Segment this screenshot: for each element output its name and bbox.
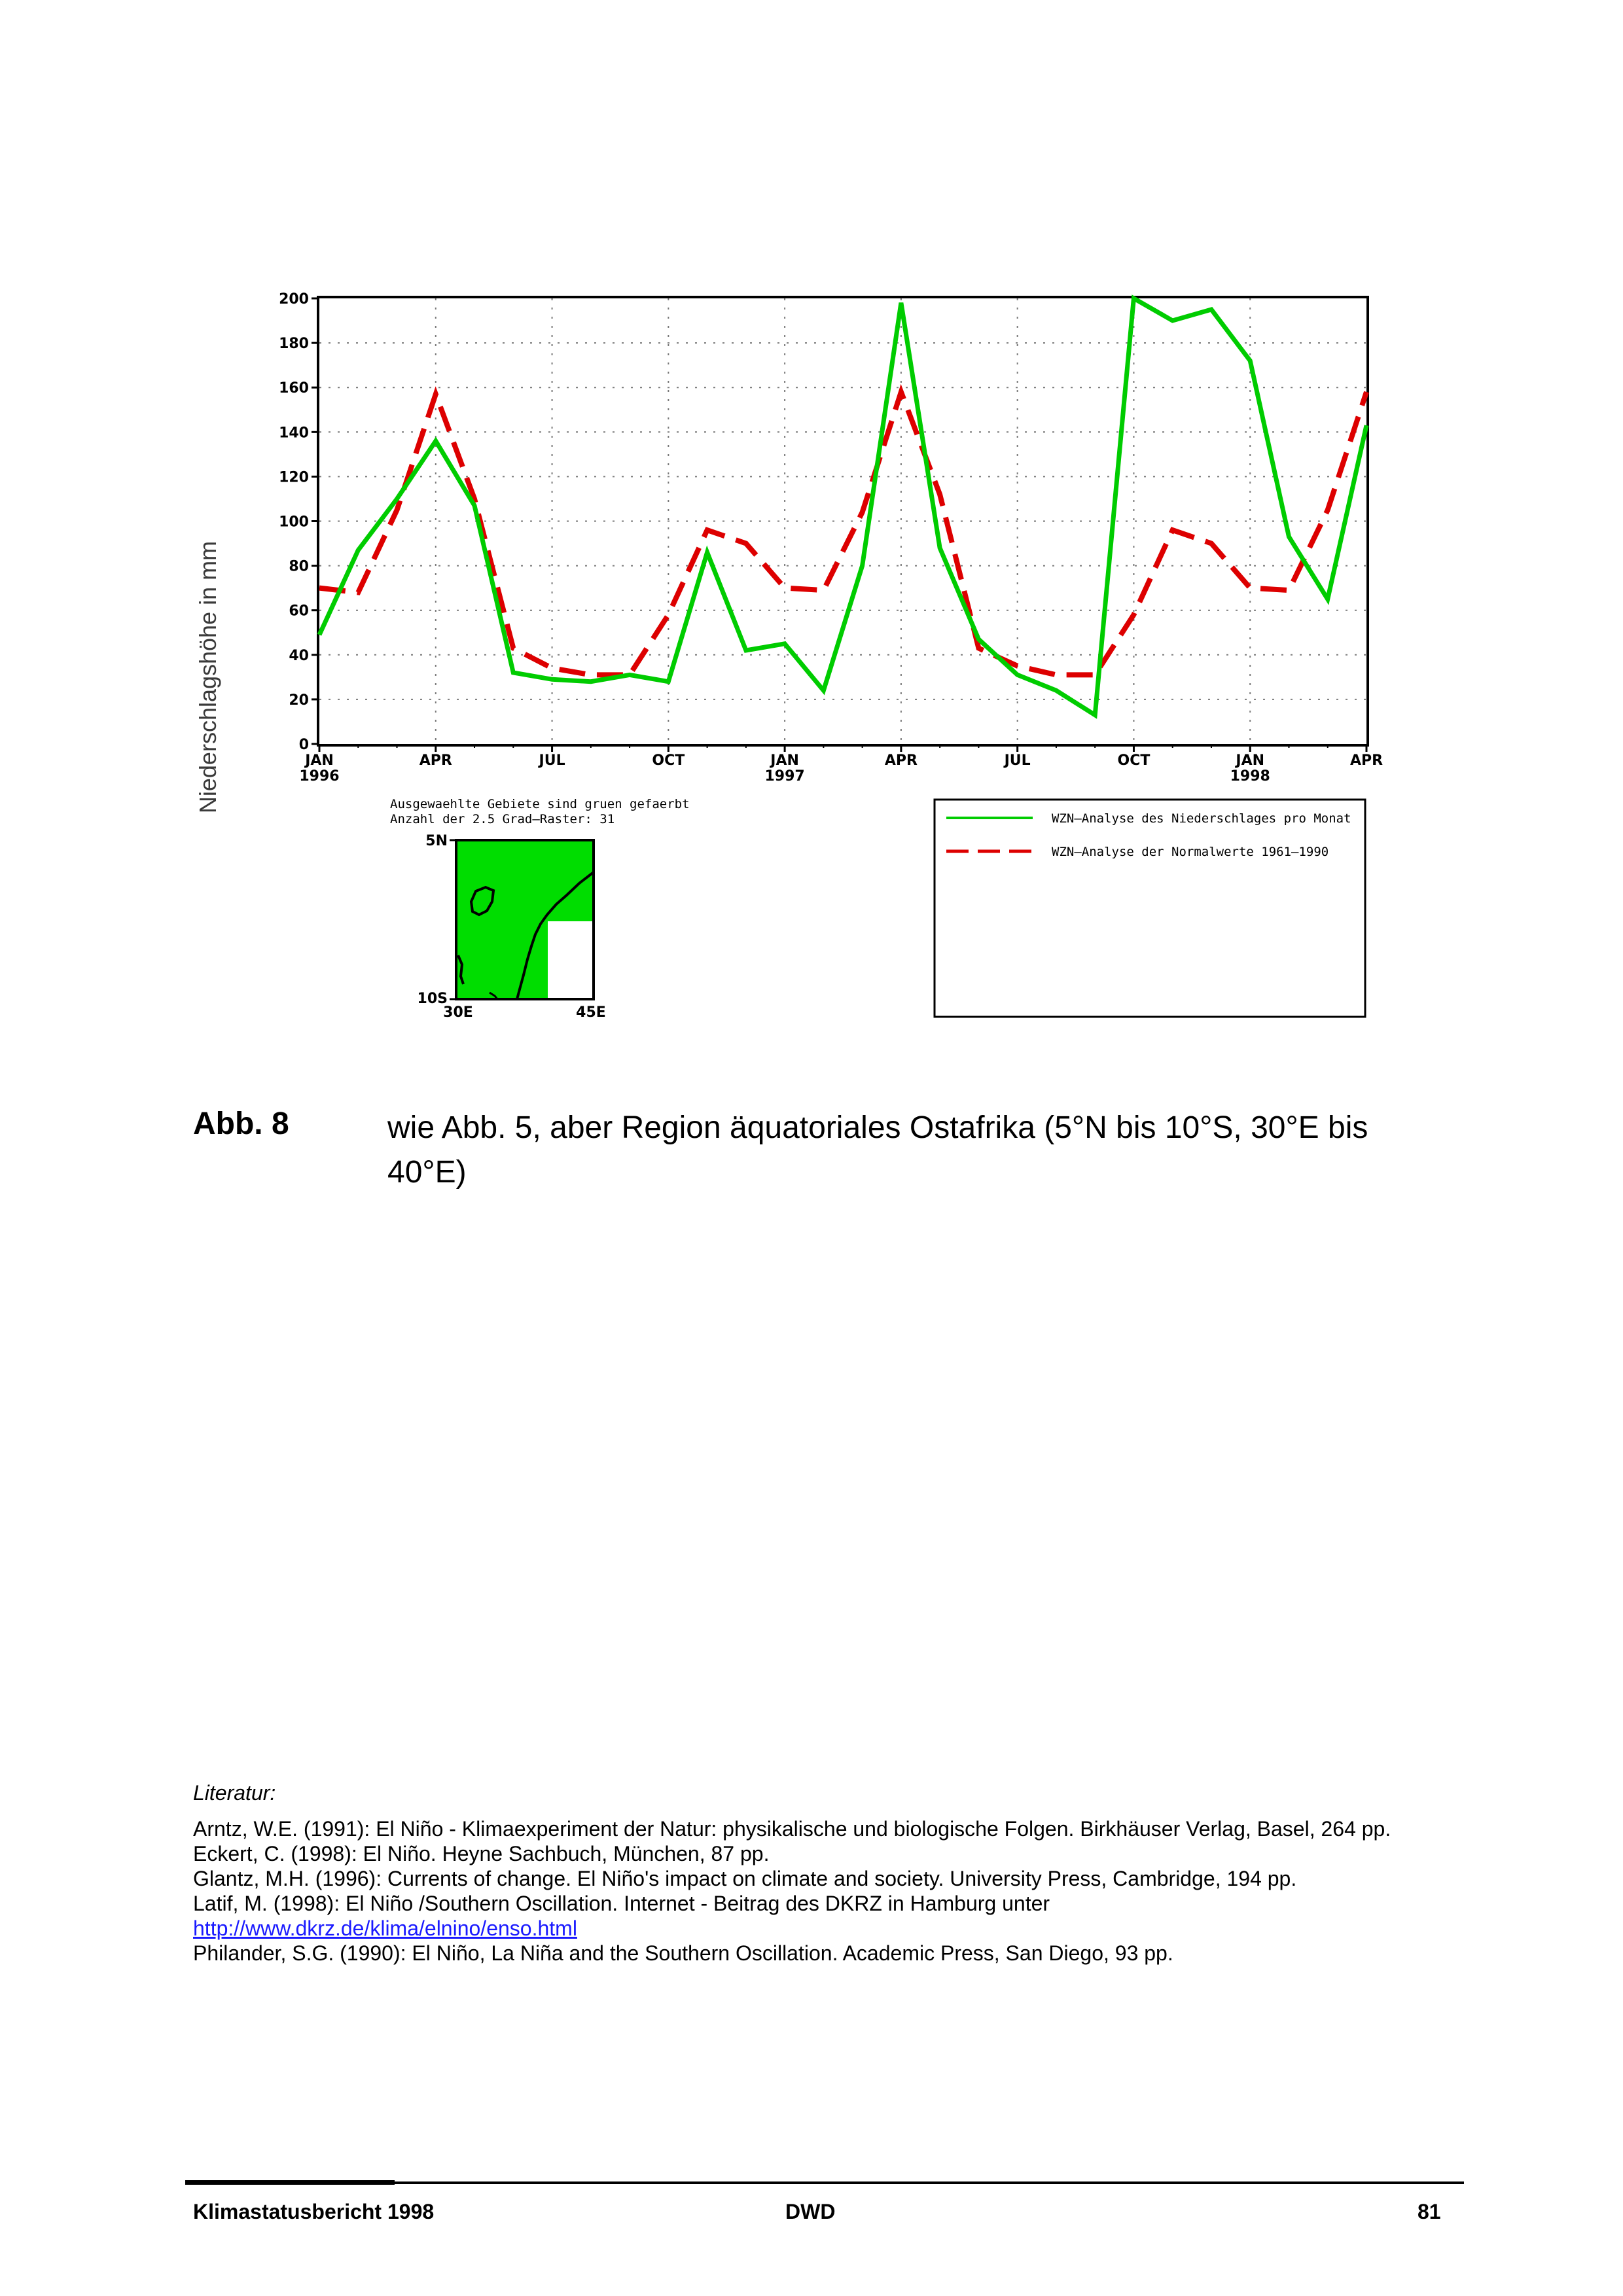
x-tick-label: JAN — [770, 752, 799, 769]
x-tick-label: OCT — [1117, 752, 1150, 769]
x-tick-label: JAN — [305, 752, 334, 769]
inset-note-line1: Ausgewaehlte Gebiete sind gruen gefaerbt — [390, 797, 690, 811]
figure-label: Abb. 8 — [193, 1106, 289, 1141]
y-tick-label: 80 — [289, 558, 309, 575]
x-tick-label: OCT — [652, 752, 685, 769]
x-tick-year-label: 1998 — [1230, 768, 1270, 785]
x-tick-year-label: 1996 — [299, 768, 340, 785]
region-map-unselected-cell — [548, 945, 594, 999]
legend-frame — [935, 800, 1365, 1017]
y-tick-label: 40 — [289, 647, 309, 664]
y-tick-label: 120 — [279, 469, 309, 486]
region-map-unselected-cell — [571, 921, 594, 945]
y-tick-label: 160 — [279, 380, 309, 397]
dkrz-enso-link[interactable]: http://www.dkrz.de/klima/elnino/enso.html — [193, 1916, 577, 1940]
y-tick-label: 60 — [289, 603, 309, 620]
legend-label-normal: WZN–Analyse der Normalwerte 1961–1990 — [1052, 845, 1329, 859]
figure-caption: wie Abb. 5, aber Region äquatoriales Ostafrika (5°N bis 10°S, 30°E bis 40°E) — [387, 1110, 1368, 1190]
y-axis-label: Niederschlagshöhe in mm — [194, 540, 221, 814]
map-lon-left-label: 30E — [443, 1004, 473, 1021]
footer-publisher: DWD — [785, 2200, 836, 2223]
axis-ticks — [279, 291, 1383, 785]
x-tick-label: APR — [1349, 752, 1383, 769]
footer-rule-accent — [185, 2180, 395, 2185]
region-map — [418, 833, 606, 1021]
reference-list — [193, 1816, 1476, 1966]
legend-label-observed: WZN–Analyse des Niederschlages pro Monat — [1052, 811, 1351, 826]
reference-item: Philander, S.G. (1990): El Niño, La Niña and the Southern Oscillation. Academic Press, San Diego, 93 pp. — [193, 1941, 1173, 1965]
y-tick-label: 20 — [289, 692, 309, 709]
x-tick-label: JUL — [539, 752, 565, 769]
reference-item: Arntz, W.E. (1991): El Niño - Klimaexperiment der Natur: physikalische und biologische Folgen. Birkhäuser Verlag, Basel, 264 pp. — [193, 1817, 1391, 1841]
y-tick-label: 100 — [279, 514, 309, 531]
map-lat-bottom-label: 10S — [417, 991, 448, 1007]
series-line-observed — [319, 298, 1366, 715]
literature-heading: Literatur: — [193, 1781, 276, 1805]
inset-note-line2: Anzahl der 2.5 Grad–Raster: 31 — [390, 812, 615, 826]
chart-legend — [935, 800, 1365, 1017]
x-tick-label: JUL — [1004, 752, 1031, 769]
x-tick-label: APR — [419, 752, 452, 769]
x-tick-year-label: 1997 — [764, 768, 805, 785]
reference-item: Glantz, M.H. (1996): Currents of change. El Niño's impact on climate and society. University Press, Cambridge, 194 pp. — [193, 1867, 1297, 1890]
footer-report-title: Klimastatusbericht 1998 — [193, 2200, 435, 2223]
reference-item: Eckert, C. (1998): El Niño. Heyne Sachbuch, München, 87 pp. — [193, 1842, 770, 1865]
x-tick-label: JAN — [1236, 752, 1265, 769]
y-tick-label: 140 — [279, 425, 309, 442]
reference-item: Latif, M. (1998): El Niño /Southern Oscillation. Internet - Beitrag des DKRZ in Hamburg unter — [193, 1892, 1050, 1915]
x-tick-label: APR — [884, 752, 918, 769]
y-tick-label: 180 — [279, 336, 309, 353]
y-tick-label: 0 — [298, 737, 309, 753]
data-series — [319, 298, 1366, 715]
map-lon-right-label: 45E — [576, 1004, 606, 1021]
y-tick-label: 200 — [279, 291, 309, 308]
region-map-unselected-cell — [548, 921, 571, 945]
map-lat-top-label: 5N — [425, 833, 448, 849]
reference-link-row — [193, 1916, 1476, 1941]
footer-page-number: 81 — [1418, 2200, 1441, 2223]
